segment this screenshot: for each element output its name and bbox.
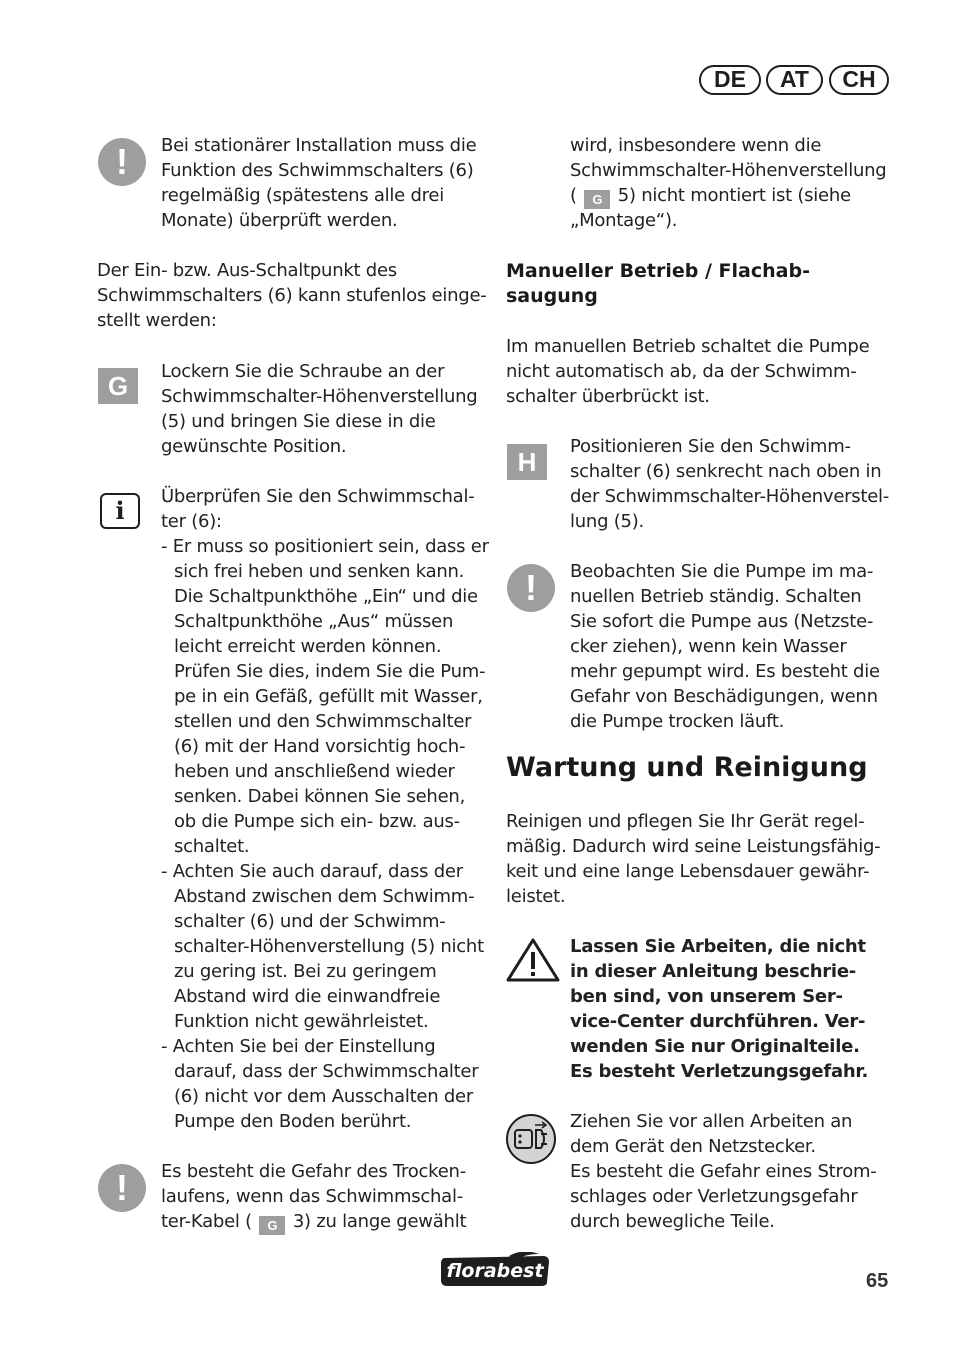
text-line: regelmäßig (spätestens alle drei bbox=[161, 185, 444, 206]
text-line: vice-Center durchführen. Ver- bbox=[570, 1011, 866, 1032]
text-line: laufens, wenn das Schwimmschal- bbox=[161, 1186, 463, 1207]
text-line: Es besteht die Gefahr des Trocken- bbox=[161, 1161, 466, 1182]
text-line: schalter-Höhenverstellung (5) nicht bbox=[174, 936, 484, 957]
text-fragment: ( bbox=[570, 185, 577, 206]
text-line: Ziehen Sie vor allen Arbeiten an bbox=[570, 1111, 853, 1132]
country-badge-ch: CH bbox=[829, 65, 889, 95]
text-line: Lockern Sie die Schraube an der bbox=[161, 361, 445, 382]
unplug-icon bbox=[505, 1113, 557, 1165]
figure-g-ref: G bbox=[259, 1216, 285, 1235]
text-line: schalter überbrückt ist. bbox=[506, 386, 710, 407]
heading-maintenance: Wartung und Reinigung bbox=[506, 752, 868, 783]
text-line: Funktion des Schwimmschalters (6) bbox=[161, 160, 474, 181]
text-line: Monate) überprüft werden. bbox=[161, 210, 398, 231]
text-line: keit und eine lange Lebensdauer gewähr- bbox=[506, 861, 870, 882]
text-line: lung (5). bbox=[570, 511, 644, 532]
country-badge-at: AT bbox=[766, 65, 823, 95]
text-line bbox=[570, 183, 851, 209]
text-line: pe in ein Gefäß, gefüllt mit Wasser, bbox=[174, 686, 483, 707]
text-line: Es besteht Verletzungsgefahr. bbox=[570, 1061, 869, 1082]
figure-g-ref: G bbox=[584, 190, 610, 209]
figure-g-label: G bbox=[98, 368, 138, 404]
florabest-logo bbox=[439, 1252, 551, 1288]
text-line: Schwimmschalter-Höhenverstellung bbox=[161, 386, 478, 407]
text-line: durch bewegliche Teile. bbox=[570, 1211, 775, 1232]
text-line: zu gering ist. Bei zu geringem bbox=[174, 961, 437, 982]
text-line: „Montage“). bbox=[570, 210, 678, 231]
text-fragment: ter-Kabel ( bbox=[161, 1211, 252, 1232]
text-line: gewünschte Position. bbox=[161, 436, 347, 457]
text-line: Beobachten Sie die Pumpe im ma- bbox=[570, 561, 874, 582]
text-line: Lassen Sie Arbeiten, die nicht bbox=[570, 936, 866, 957]
heading-line: saugung bbox=[506, 285, 598, 307]
text-line: Gefahr von Beschädigungen, wenn bbox=[570, 686, 878, 707]
text-line: ob die Pumpe sich ein- bzw. aus- bbox=[174, 811, 460, 832]
text-line: die Pumpe trocken läuft. bbox=[570, 711, 785, 732]
brand-name: florabest bbox=[446, 1260, 544, 1282]
text-line: schalter (6) und der Schwimm- bbox=[174, 911, 446, 932]
text-line: leicht erreicht werden können. bbox=[174, 636, 442, 657]
text-line: wenden Sie nur Originalteile. bbox=[570, 1036, 860, 1057]
text-fragment: 3) zu lange gewählt bbox=[292, 1211, 467, 1232]
text-line: Funktion nicht gewährleistet. bbox=[174, 1011, 429, 1032]
text-line: Positionieren Sie den Schwimm- bbox=[570, 436, 851, 457]
text-line: - Achten Sie bei der Einstellung bbox=[161, 1036, 436, 1057]
text-line: Abstand wird die einwandfreie bbox=[174, 986, 441, 1007]
warning-triangle-icon bbox=[505, 937, 561, 983]
text-line: senken. Dabei können Sie sehen, bbox=[174, 786, 466, 807]
exclamation-circle-icon: ! bbox=[507, 564, 555, 612]
text-line: - Er muss so positioniert sein, dass er bbox=[161, 536, 489, 557]
text-fragment: 5) nicht montiert ist (siehe bbox=[617, 185, 851, 206]
info-icon: i bbox=[100, 493, 140, 529]
text-line: Schaltpunkthöhe „Aus“ müssen bbox=[174, 611, 454, 632]
country-badge-de: DE bbox=[699, 65, 761, 95]
text-line bbox=[161, 1209, 466, 1235]
text-line: nuellen Betrieb ständig. Schalten bbox=[570, 586, 862, 607]
text-line: sich frei heben und senken kann. bbox=[174, 561, 465, 582]
text-line: nicht automatisch ab, da der Schwimm- bbox=[506, 361, 857, 382]
text-line: Es besteht die Gefahr eines Strom- bbox=[570, 1161, 877, 1182]
text-line: stellen und den Schwimmschalter bbox=[174, 711, 472, 732]
text-line: wird, insbesondere wenn die bbox=[570, 135, 822, 156]
exclamation-circle-icon: ! bbox=[98, 1164, 146, 1212]
text-line: in dieser Anleitung beschrie- bbox=[570, 961, 857, 982]
exclamation-circle-icon: ! bbox=[98, 138, 146, 186]
text-line: mehr gepumpt wird. Es besteht die bbox=[570, 661, 880, 682]
text-line: dem Gerät den Netzstecker. bbox=[570, 1136, 816, 1157]
text-line: schaltet. bbox=[174, 836, 250, 857]
text-line: - Achten Sie auch darauf, dass der bbox=[161, 861, 463, 882]
text-line: leistet. bbox=[506, 886, 566, 907]
text-line: mäßig. Dadurch wird seine Leistungsfähig- bbox=[506, 836, 881, 857]
text-line: ter (6): bbox=[161, 511, 222, 532]
text-line: (6) mit der Hand vorsichtig hoch- bbox=[174, 736, 466, 757]
text-line: (6) nicht vor dem Ausschalten der bbox=[174, 1086, 473, 1107]
text-line: schlages oder Verletzungsgefahr bbox=[570, 1186, 858, 1207]
text-line: Schwimmschalter-Höhenverstellung bbox=[570, 160, 887, 181]
text-line: Überprüfen Sie den Schwimmschal- bbox=[161, 486, 475, 507]
text-line: Reinigen und pflegen Sie Ihr Gerät regel- bbox=[506, 811, 865, 832]
heading-line: Manueller Betrieb / Flachab- bbox=[506, 260, 810, 282]
figure-h-label: H bbox=[507, 444, 547, 480]
text-line: schalter (6) senkrecht nach oben in bbox=[570, 461, 882, 482]
text-line: Schwimmschalters (6) kann stufenlos einge- bbox=[97, 285, 487, 306]
text-line: ben sind, von unserem Ser- bbox=[570, 986, 843, 1007]
text-line: cker ziehen), wenn kein Wasser bbox=[570, 636, 847, 657]
text-line: Prüfen Sie dies, indem Sie die Pum- bbox=[174, 661, 486, 682]
text-line: (5) und bringen Sie diese in die bbox=[161, 411, 436, 432]
text-line: stellt werden: bbox=[97, 310, 217, 331]
text-line: Abstand zwischen dem Schwimm- bbox=[174, 886, 475, 907]
text-line: Der Ein- bzw. Aus-Schaltpunkt des bbox=[97, 260, 397, 281]
text-line: Im manuellen Betrieb schaltet die Pumpe bbox=[506, 336, 870, 357]
text-line: der Schwimmschalter-Höhenverstel- bbox=[570, 486, 890, 507]
text-line: heben und anschließend wieder bbox=[174, 761, 455, 782]
page-number: 65 bbox=[866, 1270, 889, 1292]
text-line: Bei stationärer Installation muss die bbox=[161, 135, 477, 156]
text-line: Sie sofort die Pumpe aus (Netzste- bbox=[570, 611, 874, 632]
text-line: Die Schaltpunkthöhe „Ein“ und die bbox=[174, 586, 478, 607]
text-line: darauf, dass der Schwimmschalter bbox=[174, 1061, 479, 1082]
text-line: Pumpe den Boden berührt. bbox=[174, 1111, 412, 1132]
